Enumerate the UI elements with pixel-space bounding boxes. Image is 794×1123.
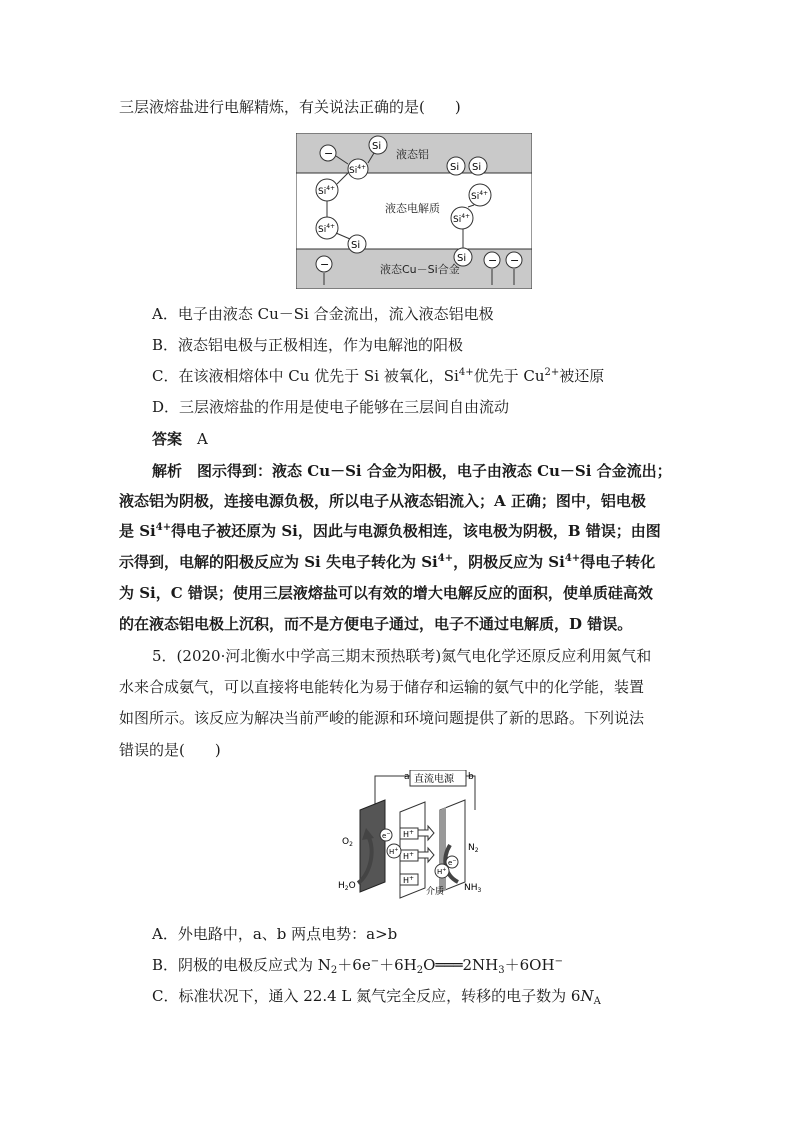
svg-text:−: − <box>510 254 520 267</box>
svg-text:Si: Si <box>450 162 460 173</box>
proton-boxes <box>400 828 418 885</box>
si-particle <box>447 157 465 175</box>
answer-label: 答案 <box>152 430 183 448</box>
nitrogen-reduction-figure <box>330 770 500 906</box>
power-supply-label: 直流电源 <box>414 774 454 785</box>
svg-text:Si: Si <box>372 141 382 152</box>
q4-option-d: D．三层液熔盐的作用是使电子能够在三层间自由流动 <box>152 398 510 416</box>
si4-particle <box>469 184 491 206</box>
analysis-line-6: 的在液态铝电极上沉积，而不是方便电子通过，电子不通过电解质，D 错误。 <box>119 615 633 633</box>
svg-text:−: − <box>320 258 330 271</box>
svg-text:Si4+: $Si^{4+}$ <box>349 164 367 176</box>
electron-particle <box>320 145 336 161</box>
q5-line-1: 5．(2020·河北衡水中学高三期末预热联考)氮气电化学还原反应利用氮气和 <box>152 647 652 665</box>
q5-line-2: 水来合成氨气，可以直接将电能转化为易于储存和运输的氨气中的化学能，装置 <box>119 678 645 696</box>
analysis-line-3: 是 $Si^{4+}$得电子被还原为 Si，因此与电源负极相连，该电极为阴极，B 错误；由图 <box>119 522 661 540</box>
q5-option-a: A．外电路中，a、b 两点电势：a>b <box>152 925 398 943</box>
si-particle <box>369 136 387 154</box>
si-particle <box>348 235 366 253</box>
analysis-label: 解析 <box>152 462 183 480</box>
q5-line-4: 错误的是( ) <box>119 741 221 759</box>
electrolyte-label: 液态电解质 <box>385 202 440 215</box>
svg-text:−: − <box>488 254 498 267</box>
svg-text:H+: H+ <box>403 829 415 839</box>
svg-text:e−: e− <box>382 831 391 840</box>
svg-text:Si4+: $Si^{4+}$ <box>471 190 489 202</box>
si4-particle <box>451 207 473 229</box>
q4-option-c: C．在该液相熔体中 Cu 优先于 Si 被氧化，$Si^{4+}$优先于 $Cu^{2+}$被还原 <box>152 367 605 385</box>
h2o-label: $H_2O$ <box>338 881 356 892</box>
proton-particle <box>435 864 449 878</box>
o2-label: $O_2$ <box>342 837 353 848</box>
analysis-line-1: 解析 图示得到：液态 Cu－Si 合金为阳极，电子由液态 Cu－Si 合金流出； <box>152 462 672 480</box>
nh3-label: $NH_3$ <box>464 883 482 894</box>
svg-text:Si: Si <box>351 240 361 251</box>
analysis-line-5: 为 Si，C 错误；使用三层液熔盐可以有效的增大电解反应的面积，使单质硅高效 <box>119 584 653 602</box>
si-particle <box>454 248 472 266</box>
q5-line-3: 如图所示。该反应为解决当前严峻的能源和环境问题提供了新的思路。下列说法 <box>119 709 645 727</box>
answer-value: A <box>197 430 208 448</box>
proton-particle <box>387 844 401 858</box>
si-particle <box>469 157 487 175</box>
electron-particle <box>316 256 332 272</box>
alloy-label: 液态Cu－Si合金 <box>380 263 460 276</box>
membrane-label: 介质 <box>426 887 445 897</box>
terminal-a: a <box>404 772 410 782</box>
electron-particle <box>484 252 500 268</box>
answer-line <box>152 429 208 449</box>
electron-particle <box>446 856 458 868</box>
svg-text:Si4+: $Si^{4+}$ <box>318 223 336 235</box>
svg-text:Si4+: $Si^{4+}$ <box>318 185 336 197</box>
svg-text:H+: H+ <box>403 851 415 861</box>
electron-particle <box>506 252 522 268</box>
q4-option-b: B．液态铝电极与正极相连，作为电解池的阳极 <box>152 336 464 354</box>
svg-text:−: − <box>324 147 334 160</box>
analysis-line-4: 示得到，电解的阳极反应为 Si 失电子转化为 $Si^{4+}$，阴极反应为 $Si^{4+}$得电子转化 <box>119 553 656 571</box>
svg-text:H+: H+ <box>437 867 447 876</box>
terminal-b: b <box>468 772 474 782</box>
svg-text:Si4+: $Si^{4+}$ <box>453 213 471 225</box>
q5-option-b: B．阴极的电极反应式为 $N_2+6e^-+6H_2O═══2NH_3+6OH^-$ <box>152 956 563 976</box>
liquid-aluminum-label: 液态铝 <box>396 148 429 161</box>
si4-particle <box>348 159 368 179</box>
svg-text:H+: H+ <box>403 875 415 885</box>
svg-text:Si: Si <box>457 253 467 264</box>
si4-particle <box>316 217 338 239</box>
svg-text:H+: H+ <box>389 847 399 856</box>
svg-text:e−: e− <box>448 858 457 867</box>
analysis-line-2: 液态铝为阴极，连接电源负极，所以电子从液态铝流入；A 正确；图中，铝电极 <box>119 492 646 510</box>
si4-particle <box>316 179 338 201</box>
electron-particle <box>380 829 392 841</box>
electrolysis-figure <box>296 133 532 289</box>
q5-option-c: C．标准状况下，通入 22.4 L 氮气完全反应，转移的电子数为 $6N_A$ <box>152 987 601 1007</box>
svg-text:Si: Si <box>472 162 482 173</box>
q4-stem: 三层液熔盐进行电解精炼，有关说法正确的是( ) <box>119 98 461 116</box>
n2-label: $N_2$ <box>468 843 479 854</box>
q4-option-a: A．电子由液态 Cu－Si 合金流出，流入液态铝电极 <box>152 305 494 323</box>
